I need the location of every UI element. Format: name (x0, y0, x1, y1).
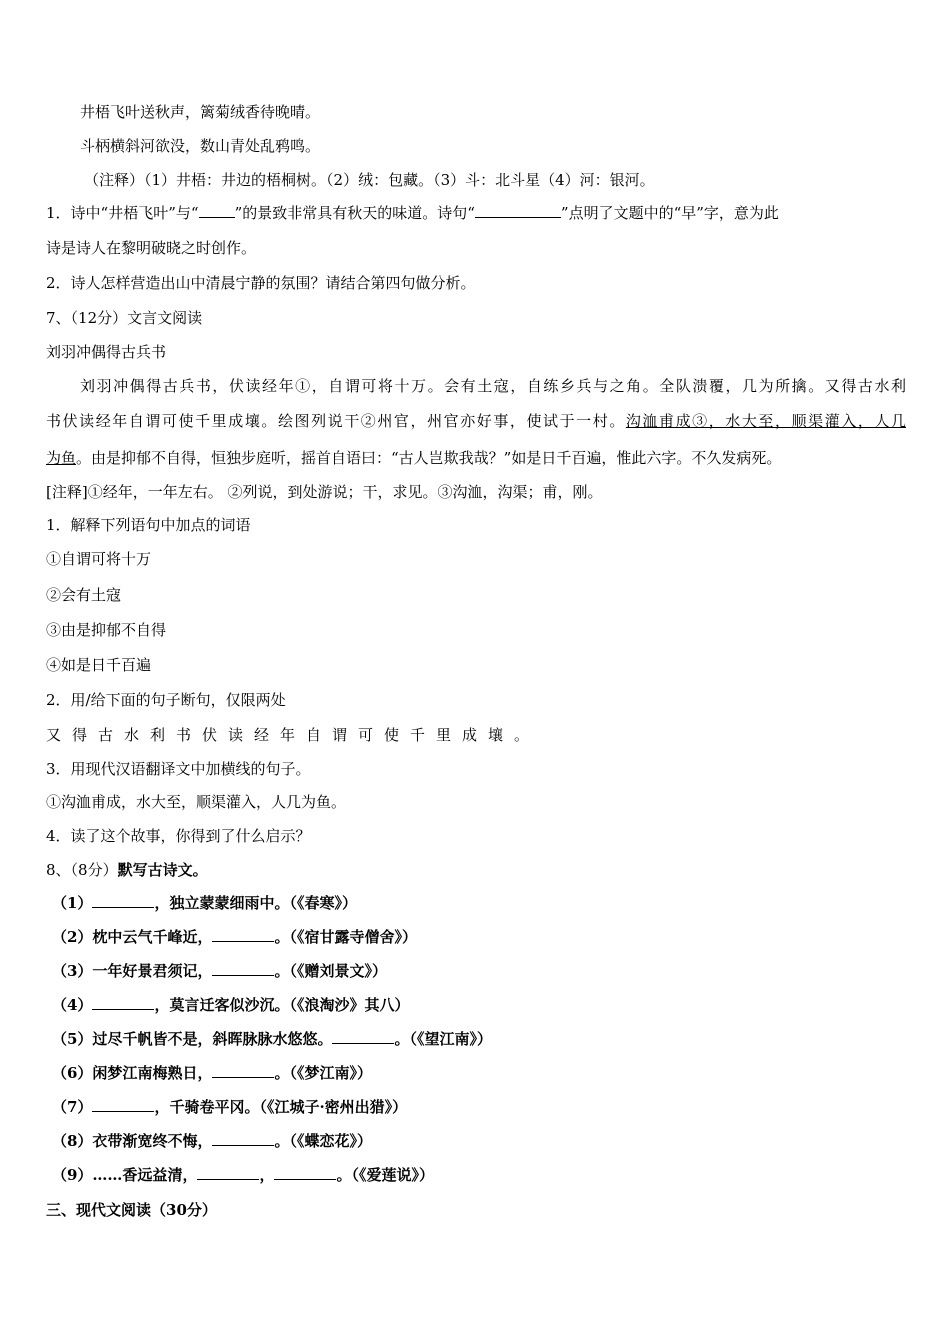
q7-sub-1: 1．解释下列语句中加点的词语 (46, 516, 251, 534)
q8-heading-title: 默写古诗文。 (117, 861, 208, 879)
q7-passage-line-1: 刘羽冲偶得古兵书，伏读经年①，自谓可将十万。会有土寇，自练乡兵与之角。全队溃覆，几为所擒。又得古水利 (80, 377, 906, 395)
answer-blank[interactable] (92, 995, 154, 1010)
item-text: ，莫言迁客似沙沉。（《浪淘沙》其八） (154, 996, 410, 1014)
section-3-heading: 三、现代文阅读（30分） (46, 1201, 217, 1219)
q7-passage-line-2 (46, 411, 906, 431)
q8-item-7 (52, 1097, 906, 1117)
poem-line-2: 斗柄横斜河欲没，数山青处乱鸦鸣。 (80, 137, 321, 155)
item-text: （3）一年好景君须记， (52, 962, 213, 980)
q6-q1-text-a: 1．诗中“井梧飞叶”与“ (46, 204, 199, 222)
item-label: （7） (52, 1098, 93, 1116)
q7-passage-line-3 (46, 448, 906, 468)
poem-notes: （注释）（1）井梧：井边的梧桐树。（2）绒：包藏。（3）斗：北斗星（4）河：银河。 (84, 171, 655, 189)
item-text: （9）……香远益清， (52, 1166, 198, 1184)
q6-question-2: 2．诗人怎样营造出山中清晨宁静的氛围？请结合第四句做分析。 (46, 274, 476, 292)
item-text: 。（《梦江南》） (274, 1064, 372, 1082)
answer-blank[interactable] (92, 893, 154, 908)
item-text: 。（《望江南》） (394, 1030, 492, 1048)
q7-sub-1-item-4: ④如是日千百遍 (46, 656, 152, 674)
q7-heading: 7、（12分）文言文阅读 (46, 309, 203, 327)
q6-q1-text-c: ”点明了文题中的“早”字，意为此 (560, 204, 779, 222)
q7-sub-2: 2．用/给下面的句子断句，仅限两处 (46, 691, 286, 709)
item-text: （8）衣带渐宽终不悔， (52, 1132, 213, 1150)
item-text: 。（《蝶恋花》） (274, 1132, 372, 1150)
q7-sub-1-item-2: ②会有土寇 (46, 586, 122, 604)
item-text: 。（《爱莲说》） (336, 1166, 434, 1184)
answer-blank[interactable] (274, 1165, 336, 1180)
q7-title: 刘羽冲偶得古兵书 (46, 343, 167, 361)
q7-sub-4: 4．读了这个故事，你得到了什么启示？ (46, 827, 311, 845)
q8-item-2 (52, 927, 906, 947)
item-text: 。（《宿甘露寺僧舍》） (274, 928, 417, 946)
item-text: ，独立蒙蒙细雨中。（《春寒》） (154, 894, 357, 912)
underlined-sentence: 沟洫甫成③，水大至，顺渠灌入，人几 (625, 412, 906, 430)
answer-blank[interactable] (332, 1029, 394, 1044)
item-label: （1） (52, 894, 93, 912)
q8-heading-num: 8、（8分） (46, 861, 118, 879)
answer-blank[interactable] (197, 1165, 259, 1180)
q7-sub-1-item-1: ①自谓可将十万 (46, 550, 152, 568)
q6-question-1-cont: 诗是诗人在黎明破晓之时创作。 (46, 239, 257, 257)
q8-heading (46, 860, 906, 880)
q7-passage-text: 。由是抑郁不自得，恒独步庭听，摇首自语曰：“古人岂欺我哉？”如是日千百遍，惟此六字。不久发病死。 (76, 449, 782, 467)
q8-item-4 (52, 995, 906, 1015)
q7-passage-text: 书伏读经年自谓可使千里成壤。绘图列说干②州官，州官亦好事，使试于一村。 (46, 412, 626, 430)
q8-item-8 (52, 1131, 906, 1151)
answer-blank[interactable] (212, 1063, 274, 1078)
item-text: ， (259, 1166, 275, 1184)
item-text: （5）过尽千帆皆不是，斜晖脉脉水悠悠。 (52, 1030, 333, 1048)
q6-q1-text-b: ”的景致非常具有秋天的味道。诗句“ (234, 204, 475, 222)
answer-blank[interactable] (212, 927, 274, 942)
poem-line-1: 井梧飞叶送秋声，篱菊绒香待晚晴。 (80, 103, 321, 121)
q8-item-6 (52, 1063, 906, 1083)
q7-sub-1-item-3: ③由是抑郁不自得 (46, 621, 167, 639)
q7-notes: [注释]①经年，一年左右。 ②列说，到处游说；干，求见。③沟洫，沟渠；甫，刚。 (46, 483, 603, 501)
answer-blank[interactable] (92, 1097, 154, 1112)
answer-blank[interactable] (212, 961, 274, 976)
answer-blank[interactable] (212, 1131, 274, 1146)
q7-sub-2-sentence: 又得古水利书伏读经年自谓可使千里成壤。 (46, 726, 541, 744)
q8-item-1 (52, 893, 906, 913)
item-label: （4） (52, 996, 93, 1014)
item-text: （6）闲梦江南梅熟日， (52, 1064, 213, 1082)
item-text: ，千骑卷平冈。（《江城子·密州出猎》） (154, 1098, 408, 1116)
q7-sub-3-sentence: ①沟洫甫成，水大至，顺渠灌入，人几为鱼。 (46, 793, 347, 811)
q6-question-1 (46, 203, 906, 223)
q8-item-9 (52, 1165, 906, 1185)
answer-blank[interactable] (199, 203, 235, 218)
answer-blank[interactable] (475, 203, 561, 218)
underlined-sentence-end: 为鱼 (46, 449, 77, 467)
q7-sub-3: 3．用现代汉语翻译文中加横线的句子。 (46, 760, 311, 778)
q8-item-3 (52, 961, 906, 981)
item-text: 。（《赠刘景文》） (274, 962, 387, 980)
q8-item-5 (52, 1029, 906, 1049)
item-text: （2）枕中云气千峰近， (52, 928, 213, 946)
